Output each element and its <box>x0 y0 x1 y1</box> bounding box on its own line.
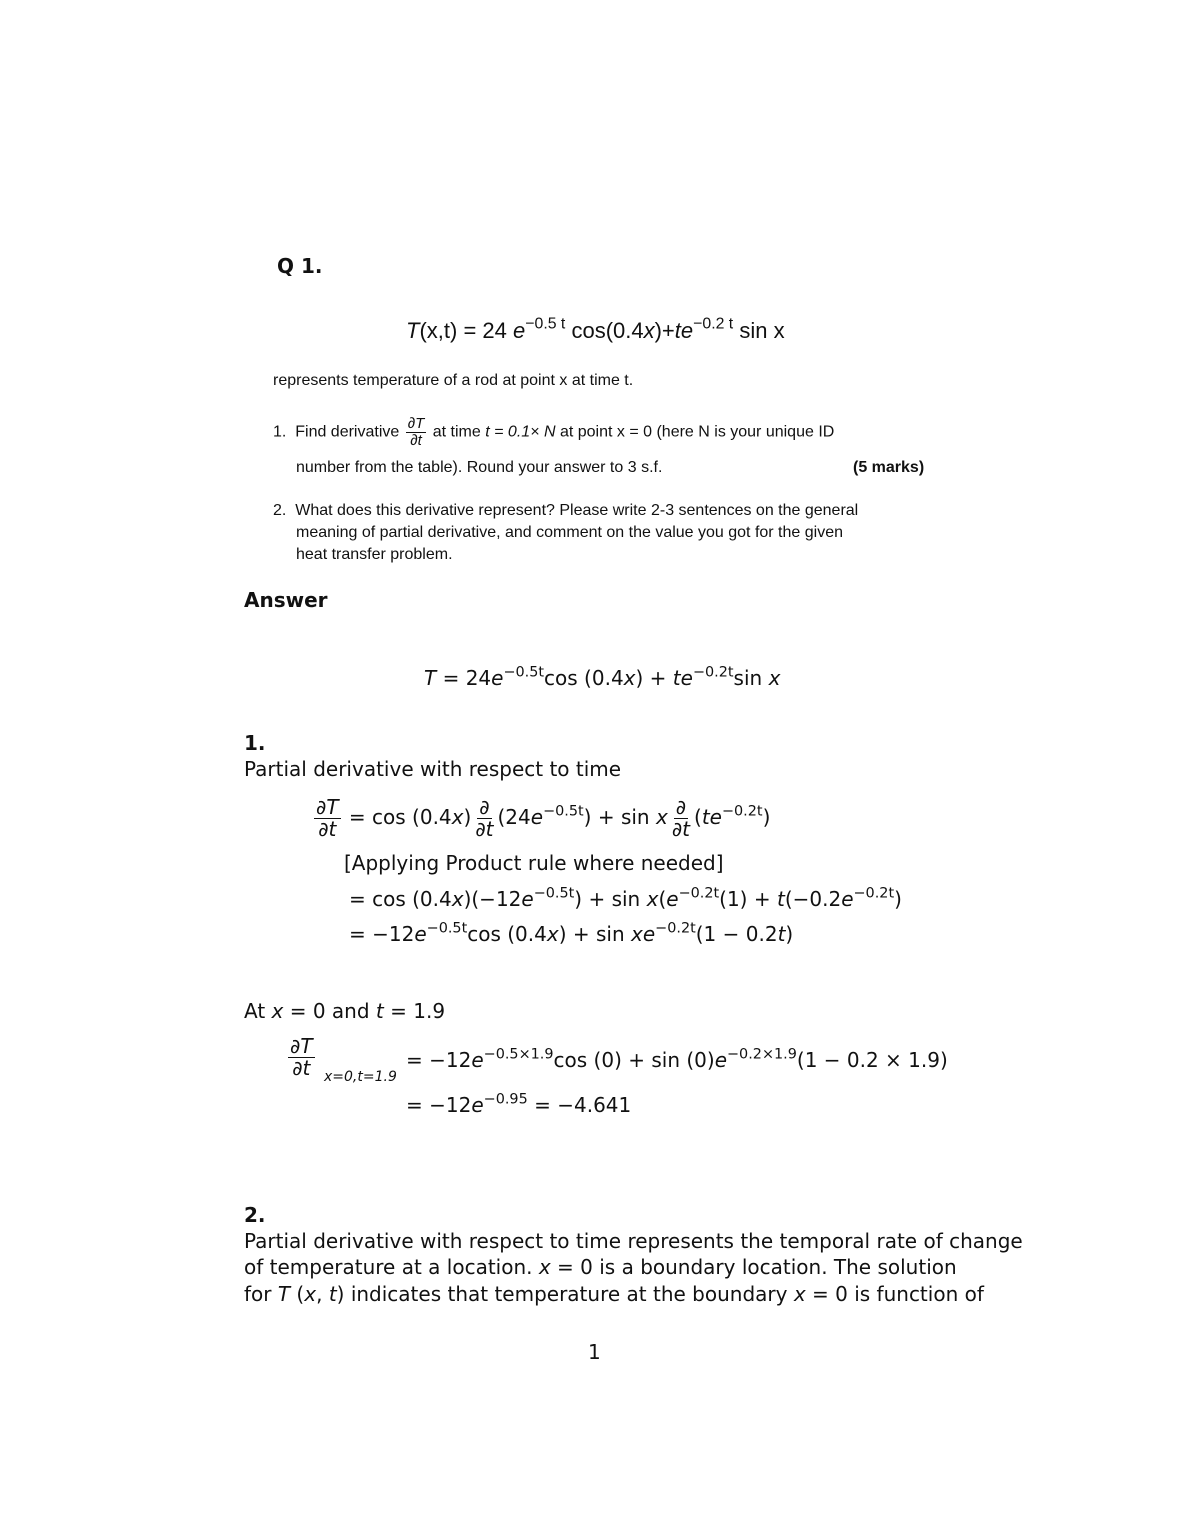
part-2-line-2: of temperature at a location. x = 0 is a boundary location. The solution <box>244 1255 957 1279</box>
question-formula: T(x,t) = 24 $e^{-0.5 t}$ $\cos(0.4x)+te^{-0.2 t}$ sin x <box>406 315 785 343</box>
part-2-line-3: for T (x, t) indicates that temperature at the boundary x = 0 is function of <box>244 1282 984 1306</box>
evaluation-condition: At x = 0 and t = 1.9 <box>244 999 446 1023</box>
answer-heading: Answer <box>244 588 328 612</box>
evaluation-fraction: $\frac{\partial T}{\partial t}$ <box>290 1034 313 1080</box>
evaluation-result: = $-12e^{-0.95} = -4.641$ <box>406 1091 632 1117</box>
marks-label: (5 marks) <box>853 459 925 476</box>
question-item-2-line-2: meaning of partial derivative, and comment on the value you got for the given <box>296 524 843 541</box>
evaluation-line-1: = $-12e^{-0.5\times 1.9}\cos$ $(0) + \sin (0)e^{-0.2\times 1.9}(1 - 0.2 \times 1.9)$ <box>406 1046 948 1072</box>
evaluation-subscript: x=0,t=1.9 <box>324 1069 397 1085</box>
question-item-2-line-3: heat transfer problem. <box>296 546 453 563</box>
part-2-line-1: Partial derivative with respect to time represents the temporal rate of change <box>244 1229 1023 1253</box>
derivative-line-3: = $-12e^{-0.5t}\cos$ $(0.4x) + \sin xe^{-0.2t}(1 - 0.2t)$ <box>349 920 794 946</box>
question-item-2: 2. What does this derivative represent? Please write 2-3 sentences on the general <box>273 502 859 519</box>
question-item-1: 1. Find derivative $\frac{\partial T}{\partial t}$ at time t = 0.1× N at point x = 0 (here N is your unique ID <box>273 415 835 449</box>
product-rule-note: [Applying Product rule where needed] <box>344 851 724 875</box>
part-1-intro: Partial derivative with respect to time <box>244 757 622 781</box>
part-2-heading: 2. <box>244 1203 266 1227</box>
page-number: 1 <box>588 1340 601 1364</box>
part-1-heading: 1. <box>244 731 266 755</box>
derivative-line-2: = $\cos (0.4x)(-12e^{-0.5t}) + \sin x(e^{-0.2t}(1) + t(-0.2e^{-0.2t})$ <box>349 885 902 911</box>
question-label: Q 1. <box>277 254 323 278</box>
question-intro: represents temperature of a rod at point x at time t. <box>273 372 634 389</box>
derivative-line-1: $\frac{\partial T}{\partial t}$ = cos (0.4x) $\frac{\partial}{\partial t}$ $(24e^{-0.5t}) + \sin x$ $\frac{\partial}{\partial t}$ $(te^{-0.2t})$ <box>316 795 771 841</box>
question-item-1-line-2: number from the table). Round your answer to 3 s.f. <box>296 459 663 476</box>
answer-equation: $T = 24e^{-0.5t}\cos$ $(0.4x) + te^{-0.2t}\sin$ x <box>424 664 781 690</box>
